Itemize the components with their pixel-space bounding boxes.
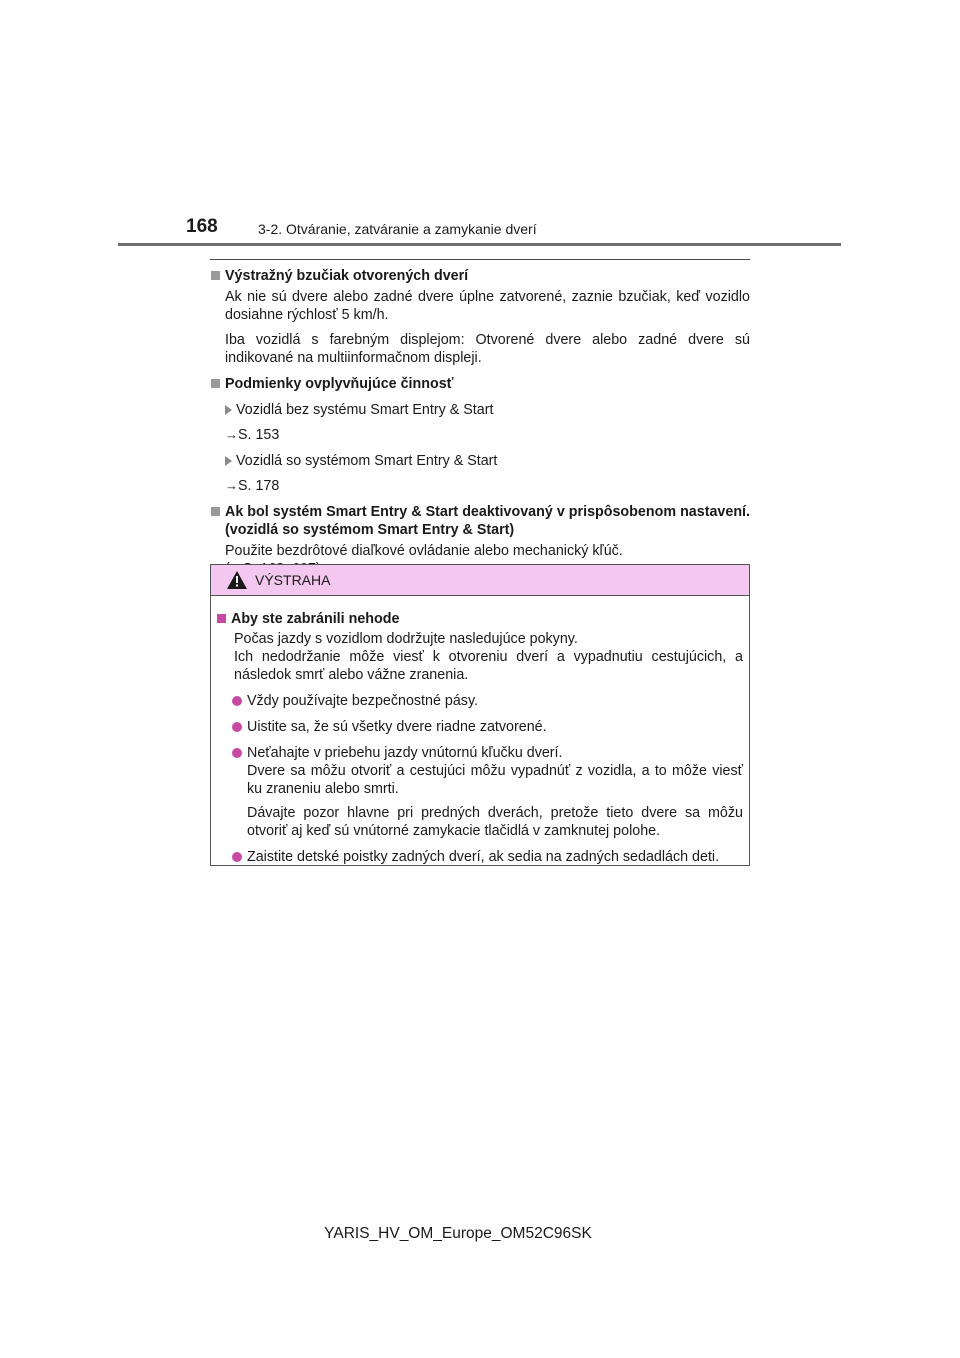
triangle-bullet-icon [225,405,232,415]
warning-bullet [232,692,743,710]
warning-body [211,596,749,866]
section-title: 3-2. Otváranie, zatváranie a zamykanie dverí [258,221,537,237]
warning-title: VÝSTRAHA [255,572,331,588]
page-ref-text: S. 178 [238,478,280,494]
section-heading [210,267,750,285]
warning-bullet [232,744,743,840]
page-number: 168 [186,216,218,237]
circle-bullet-icon [232,722,242,732]
bullet-text: Uistite sa, že sú všetky dvere riadne zatvorené. [247,719,547,735]
list-item [225,401,750,419]
arrow-right-icon: → [225,478,238,493]
intro-line: Ich nedodržanie môže viesť k otvoreniu dverí a vypadnutiu cestujúcich, a následok smrť alebo vážne zranenia. [234,649,743,683]
bullet-text: Zaistite detské poistky zadných dverí, ak sedia na zadných sedadlách deti. [247,849,720,865]
warning-heading [216,610,743,628]
warning-intro [234,630,743,684]
heading-text: Podmienky ovplyvňujúce činnosť [225,376,454,392]
circle-bullet-icon [232,748,242,758]
warning-triangle-icon [227,571,247,589]
footer-text: YARIS_HV_OM_Europe_OM52C96SK [324,1225,592,1242]
square-bullet-icon [217,614,226,623]
list-item-label: Vozidlá bez systému Smart Entry & Start [236,402,494,418]
square-bullet-icon [211,271,220,280]
warning-header [211,565,749,596]
paragraph: Iba vozidlá s farebným displejom: Otvorené dvere alebo zadné dvere sú indikované na multiinformačnom displeji. [225,332,750,366]
header-rule [118,243,841,246]
paragraph: Ak nie sú dvere alebo zadné dvere úplne zatvorené, zaznie bzučiak, keď vozidlo dosiahne rýchlosť 5 km/h. [225,289,750,323]
bullet-subtext: Dvere sa môžu otvoriť a cestujúci môžu vypadnúť z vozidla, a to môže viesť ku zraneniu alebo smrti. [247,763,743,797]
page-reference [225,426,750,444]
heading-text: Aby ste zabránili nehode [231,611,400,627]
footer-code [0,1225,960,1243]
bullet-subtext: Dávajte pozor hlavne pri predných dverách, pretože tieto dvere sa môžu otvoriť aj keď sú vnútorné zamykacie tlačidlá v zamknutej polohe. [247,805,743,839]
intro-line: Počas jazdy s vozidlom dodržujte nasledujúce pokyny. [234,631,578,647]
section-heading [210,375,750,393]
content-rule [210,259,750,260]
section-heading [210,503,750,539]
list-item [225,452,750,470]
heading-text: Výstražný bzučiak otvorených dverí [225,268,469,284]
triangle-bullet-icon [225,456,232,466]
square-bullet-icon [211,379,220,388]
heading-text: Ak bol systém Smart Entry & Start deaktivovaný v prispôsobenom nastavení. (vozidlá so systémom Smart Entry & Start) [225,504,750,538]
page-reference [225,477,750,495]
bullet-text-block [247,744,743,840]
warning-bullet [232,718,743,736]
circle-bullet-icon [232,852,242,862]
main-content [210,267,750,578]
warning-box [210,564,750,866]
arrow-right-icon: → [225,427,238,442]
bullet-text: Neťahajte v priebehu jazdy vnútornú kľučku dverí. [247,745,563,761]
bullet-text: Vždy používajte bezpečnostné pásy. [247,693,479,709]
page-ref-text: S. 153 [238,427,280,443]
circle-bullet-icon [232,696,242,706]
warning-bullet [232,848,743,866]
list-item-label: Vozidlá so systémom Smart Entry & Start [236,453,498,469]
square-bullet-icon [211,507,220,516]
paragraph-text: Použite bezdrôtové diaľkové ovládanie alebo mechanický kľúč. [225,543,623,559]
